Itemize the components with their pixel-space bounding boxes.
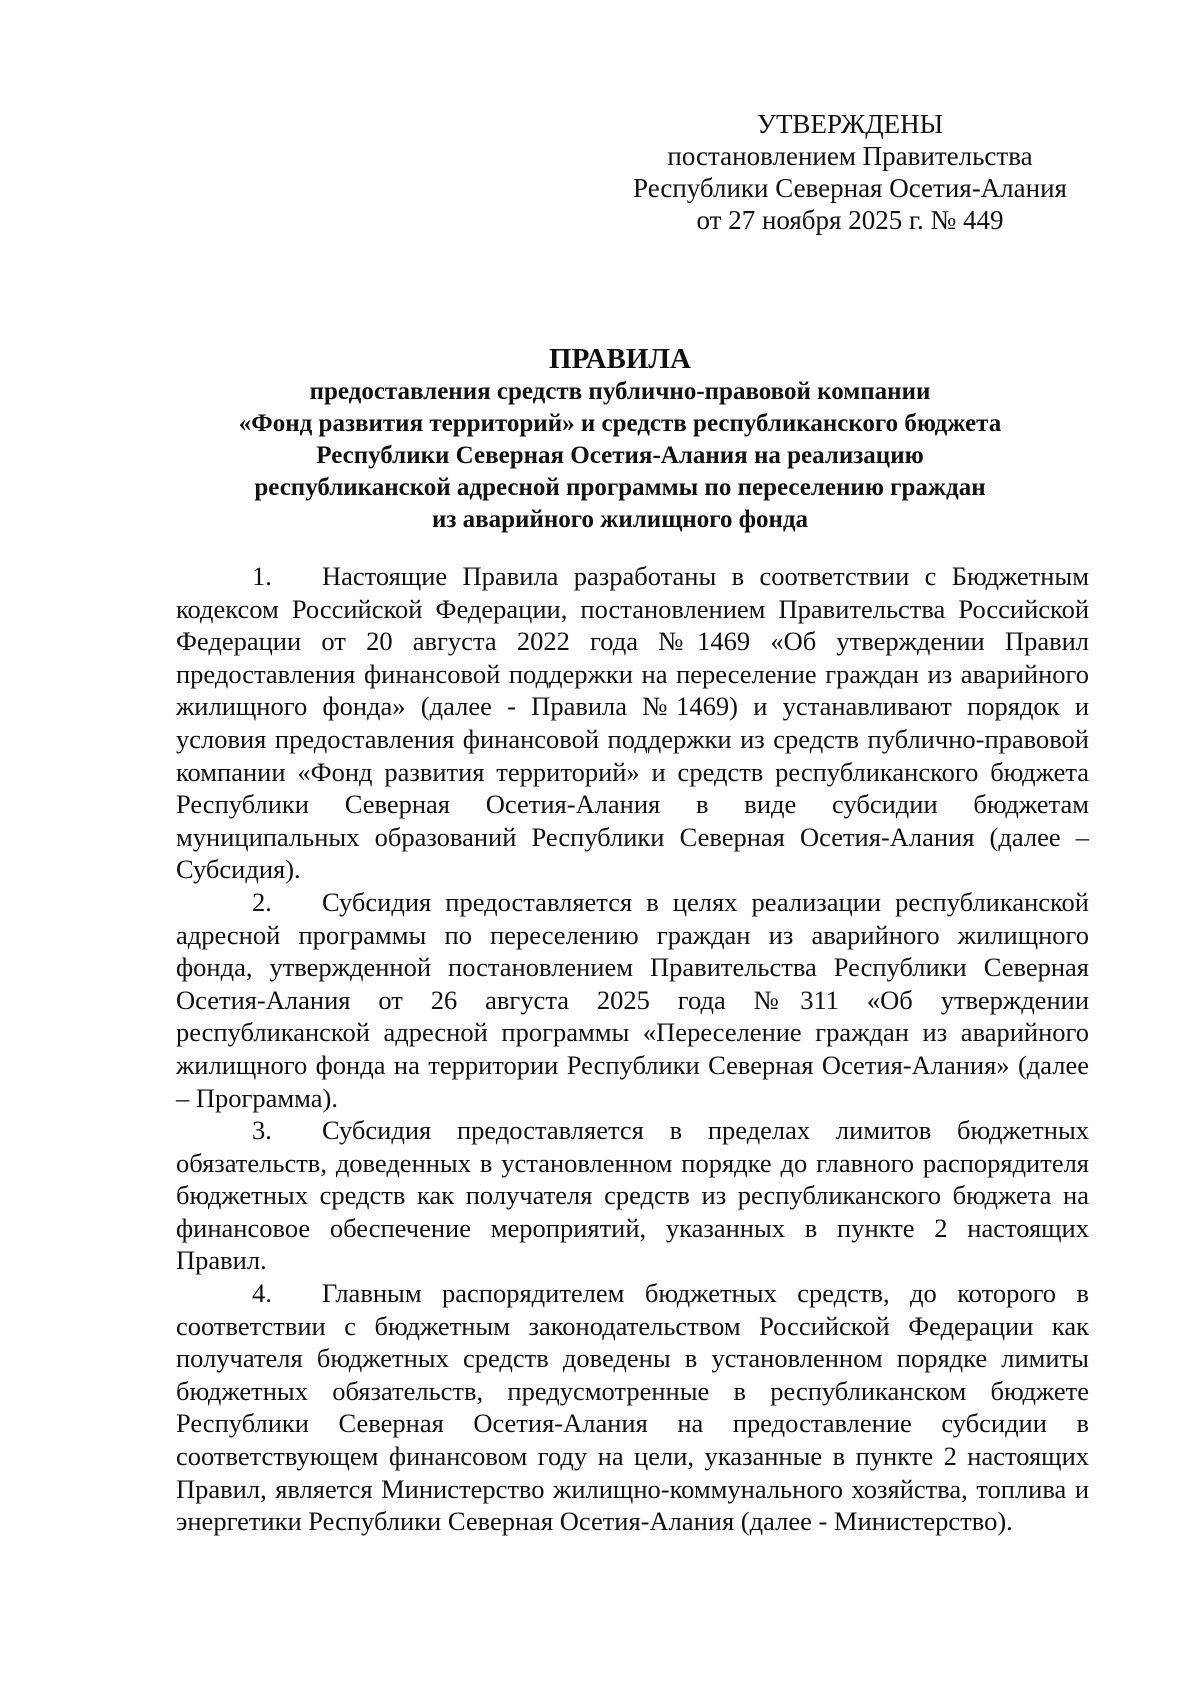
paragraph-3 (176, 1114, 1089, 1277)
title-line: из аварийного жилищного фонда (431, 506, 809, 533)
paragraph-number: 2. (252, 886, 272, 917)
approval-line: постановлением Правительства (667, 141, 1033, 171)
paragraph-4 (176, 1277, 1089, 1538)
title-line: «Фонд развития территорий» и средств республиканского бюджета (238, 410, 1002, 437)
paragraph-text: Главным распорядителем бюджетных средств, до которого в соответствии с бюджетным законодательством Российской Федерации как получателя бюджетных средств доведены в установленном порядке лимиты бюджетных обязательств, предусмотренные в республиканском бюджете Республики Северная Осетия-Алания на предоставление субсидии в соответствующем финансовом году на цели, указанные в пункте 2 настоящих Правил, является Министерство жилищно-коммунального хозяйства, топлива и энергетики Республики Северная Осетия-Алания (далее - Министерство). (176, 1278, 1089, 1537)
title-heading: ПРАВИЛА (549, 343, 691, 375)
paragraph-number: 3. (252, 1115, 272, 1146)
title-line: Республики Северная Осетия-Алания на реализацию (316, 442, 924, 469)
approval-title: УТВЕРЖДЕНЫ (756, 109, 944, 139)
paragraph-text: Настоящие Правила разработаны в соответствии с Бюджетным кодексом Российской Федерации, постановлением Правительства Российской Федерации от 20 августа 2022 года №1469 «Об утверждении Правил предоставления финансовой поддержки на переселение граждан из аварийного жилищного фонда» (далее - Правила №1469) и устанавливают порядок и условия предоставления финансовой поддержки из средств публично-правовой компании «Фонд развития территорий» и средств республиканского бюджета Республики Северная Осетия-Алания в виде субсидии бюджетам муниципальных образований Республики Северная Осетия-Алания (далее – Субсидия). (176, 561, 1089, 885)
paragraph-number: 4. (252, 1278, 272, 1309)
title-line: предоставления средств публично-правовой компании (309, 378, 931, 405)
paragraph-number: 1. (252, 561, 272, 591)
paragraph-2 (176, 886, 1089, 1114)
approval-stamp (600, 108, 1100, 236)
document-body (176, 560, 1089, 1538)
paragraph-1 (176, 560, 1089, 886)
title-line: республиканской адресной программы по переселению граждан (254, 474, 986, 501)
approval-line: Республики Северная Осетия-Алания (633, 173, 1067, 203)
paragraph-text: Субсидия предоставляется в целях реализации республиканской адресной программы по переселению граждан из аварийного жилищного фонда, утвержденной постановлением Правительства Республики Северная Осетия-Алания от 26 августа 2025 года №311 «Об утверждении республиканской адресной программы «Переселение граждан из аварийного жилищного фонда на территории Республики Северная Осетия-Алания» (далее – Программа). (176, 886, 1089, 1113)
document-title (160, 342, 1080, 536)
paragraph-text: Субсидия предоставляется в пределах лимитов бюджетных обязательств, доведенных в установленном порядке до главного распорядителя бюджетных средств как получателя средств из республиканского бюджета на финансовое обеспечение мероприятий, указанных в пункте 2 настоящих Правил. (176, 1115, 1089, 1276)
approval-date-number: от 27 ноября 2025 г. № 449 (696, 205, 1004, 235)
